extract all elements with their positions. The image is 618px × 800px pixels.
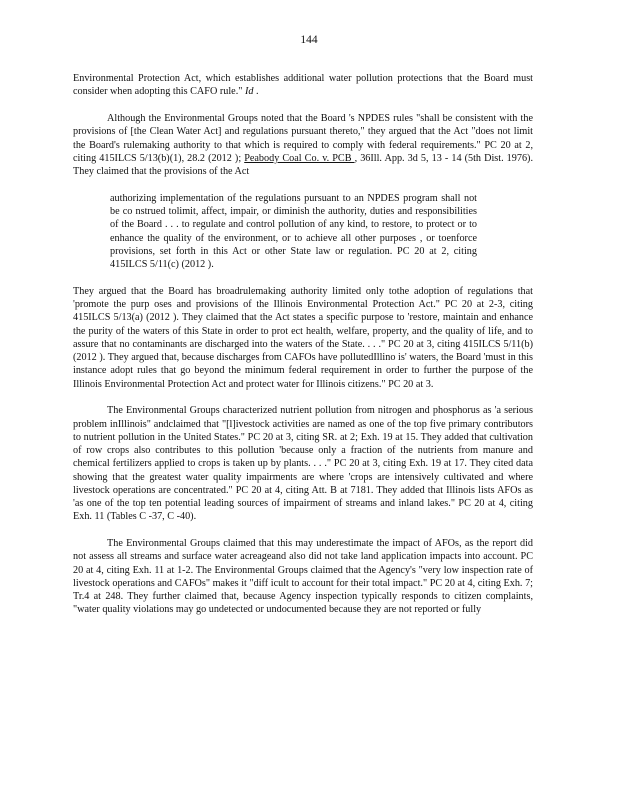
block-quote: authorizing implementation of the regulations pursuant to an NPDES program shall not be co nstrued tolimit, affect, impair, or diminish the authority, duties and responsibilities of the Board . . . to regulate and control pollution of any kind, to restore, to protect or to enhance the quality of the environment, or to achieve all other purposes , or toenforce provisions, set forth in this Act or other State law or regulation. PC 20 at 2, citing 415ILCS 5/11(c) (2012 ). xyxy=(110,192,477,270)
paragraph-text-before: Although the Environmental Groups noted that the Board 's NPDES rules "shall be consistent with the provisions of [the Clean Water Act] and regulations pursuant thereto," they argued that the Act "does not limit the Board's rulemaking authority to that which is required to comply with federal requirements." PC 20 at 2, citing 415ILCS 5/13(b)(1), 28.2 (2012 ); xyxy=(73,113,533,164)
paragraph-rulemaking-authority: They argued that the Board has broadrulemaking authority limited only tothe adoption of regulations that 'promote the purp oses and provisions of the Illinois Environmental Protection Act." PC 20 at 2-3, citing 415ILCS 5/13(a) (2012 ). They claimed that the Act states a specific purpose to 'restore, maintain and enhance the purity of the waters of this State in order to prot ect health, welfare, property, and the quality of life, and to assure that no contaminants are discharged into the waters of the State. . . ." PC 20 at 3, citing 415ILCS 5/11(b) (2012 ). They argued that, because discharges from CAFOs have pollutedIllino is' waters, the Board 'must in this instance adopt rules that go beyond the minimum federal requirement in order to further the purpose of the Illinois Environmental Protection Act and protect water for Illinois citizens." PC 20 at 3. xyxy=(73,285,533,390)
paragraph-npdes-rules xyxy=(73,112,533,178)
citation-id: Id xyxy=(244,86,254,98)
paragraph-underestimate-impact: The Environmental Groups claimed that this may underestimate the impact of AFOs, as the report did not assess all streams and surface water acreageand also did not take land application impacts into account. PC 20 at 4, citing Exh. 11 at 1-2. The Environmental Groups claimed that the Agency's "very low inspection rate of livestock operations and CAFOs" makes it "diff icult to account for their total impact." PC 20 at 4, citing Exh. 7; Tr.4 at 248. They further claimed that, because Agency inspection typically responds to citizen complaints, "water quality violations may go undetected or undocumented because they are not reported or fully xyxy=(73,538,533,616)
paragraph-nutrient-pollution: The Environmental Groups characterized nutrient pollution from nitrogen and phosphorus as 'a serious problem inIllinois" andclaimed that "[l]ivestock activities are named as one of the top five primary contributors to nutrient pollution in the United States." PC 20 at 3, citing SR. at 2; Exh. 19 at 15. They added that cultivation of row crops also contributes to this pollution 'because only a fraction of the nutrients from manure and chemical fertilizers applied to crops is taken up by plants. . . ." PC 20 at 3, citing Exh. 19 at 17. They cited data showing that the greatest water quality impairments are where 'crops are intensively cultivated and where livestock operations are concentrated." PC 20 at 4, citing Att. B at 7181. They added that Illinois lists AFOs as 'as one of the top ten potential leading sources of impairment of streams and inland lakes." PC 20 at 4, citing Exh. 11 (Tables C -37, C -40). xyxy=(73,405,533,523)
paragraph-text-after: , 36Ill. App. 3d 5, 13 - 14 (5th Dist. 1976). They claimed that the provisions of the Act xyxy=(73,152,533,177)
paragraph-tail: . xyxy=(253,86,259,98)
page-number: 144 xyxy=(300,34,318,46)
paragraph-text: Environmental Protection Act, which establishes additional water pollution protections that the Board must consider when adopting this CAFO rule." xyxy=(73,73,533,98)
case-name: Peabody Coal Co. v. PCB xyxy=(244,152,355,164)
paragraph-continuation xyxy=(73,72,533,99)
document-body xyxy=(73,72,533,630)
